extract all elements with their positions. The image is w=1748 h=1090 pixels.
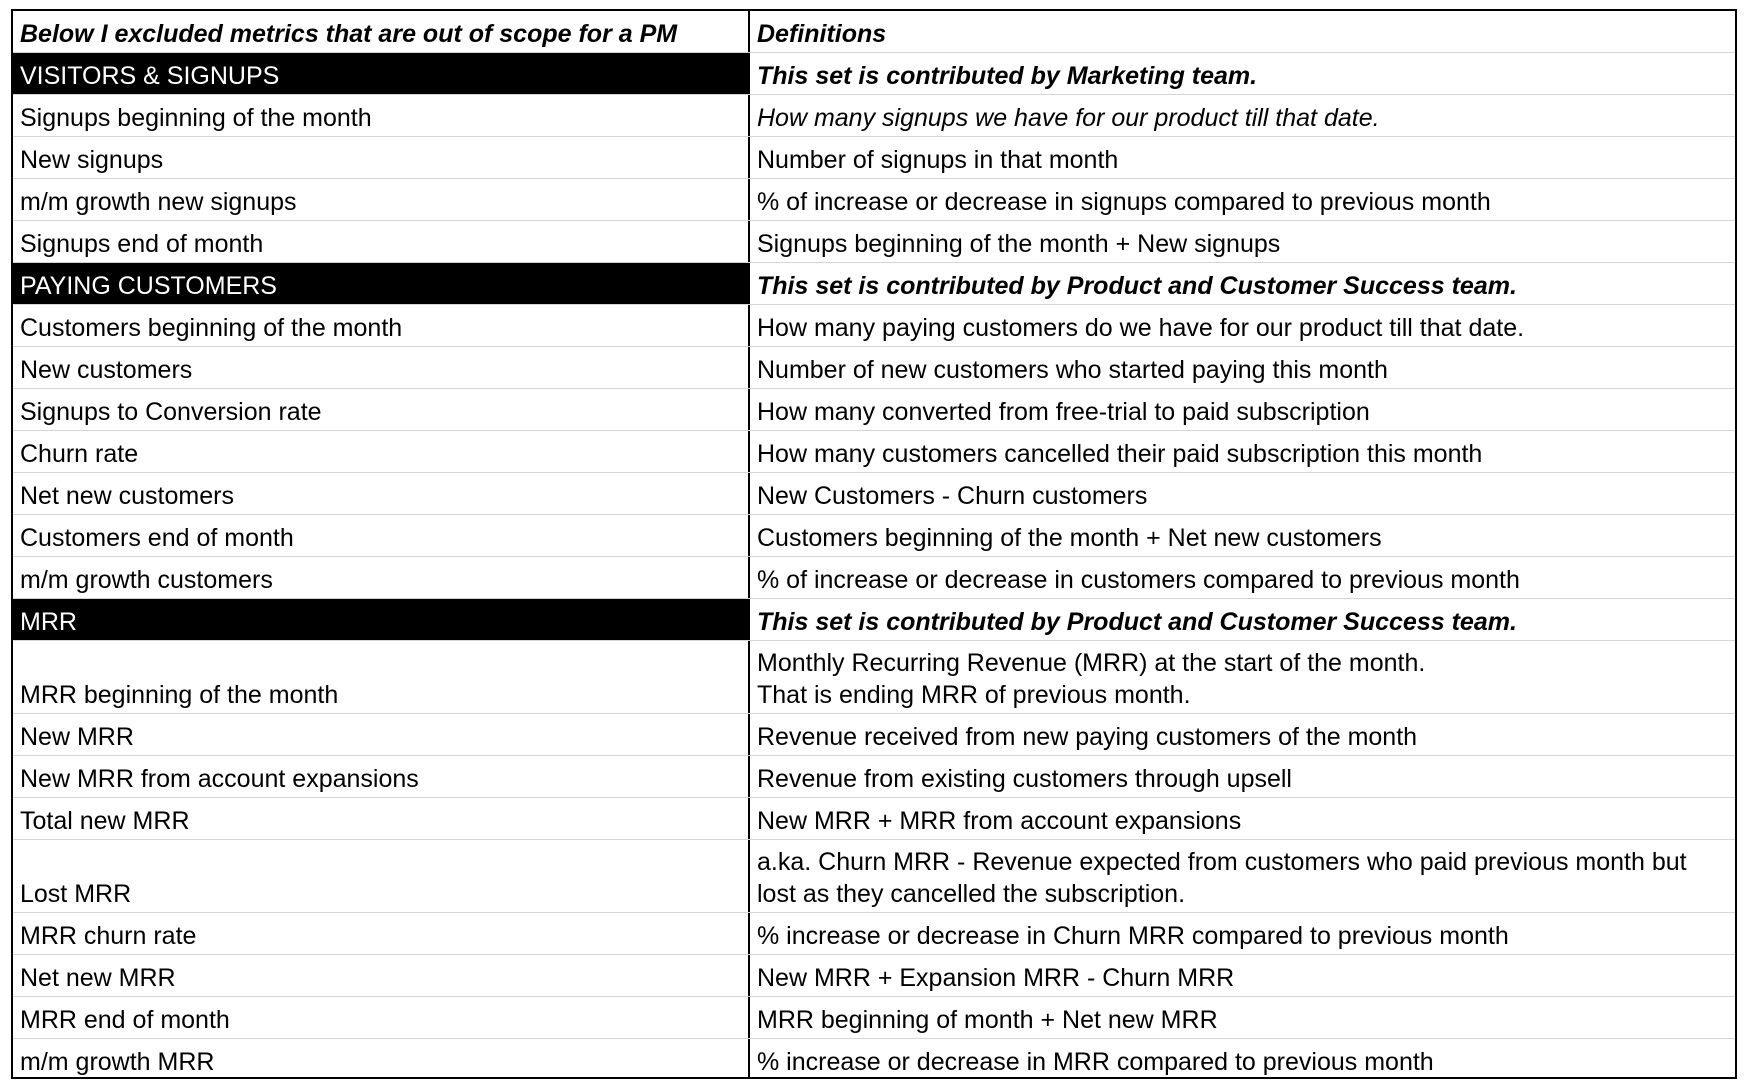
definition-cell[interactable]: How many converted from free-trial to paid subscription (757, 398, 1370, 426)
definition-cell[interactable]: % increase or decrease in Churn MRR compared to previous month (757, 922, 1509, 950)
metric-cell[interactable]: m/m growth customers (13, 557, 750, 598)
definition-cell[interactable]: Number of new customers who started paying this month (757, 356, 1388, 384)
table-row (13, 1039, 1735, 1079)
table-row (13, 221, 1735, 263)
table-row (13, 515, 1735, 557)
table-row (13, 179, 1735, 221)
definition-cell[interactable]: % of increase or decrease in signups compared to previous month (757, 188, 1491, 216)
table-row (13, 756, 1735, 798)
header-metric-cell[interactable]: Below I excluded metrics that are out of scope for a PM (13, 11, 750, 52)
table-row (13, 840, 1735, 913)
definition-cell[interactable] (750, 641, 1735, 713)
definition-line: lost as they cancelled the subscription. (757, 880, 1186, 908)
metric-cell[interactable]: New MRR from account expansions (13, 756, 750, 797)
metric-cell[interactable]: MRR beginning of the month (13, 641, 750, 713)
metric-cell[interactable]: Signups end of month (13, 221, 750, 262)
metric-cell[interactable]: MRR churn rate (13, 913, 750, 954)
table-row (13, 557, 1735, 599)
metric-cell[interactable]: New MRR (13, 714, 750, 755)
definition-cell[interactable]: Revenue from existing customers through upsell (757, 765, 1292, 793)
metric-cell[interactable]: Total new MRR (13, 798, 750, 839)
table-row (13, 389, 1735, 431)
section-header-row (13, 599, 1735, 641)
definition-cell[interactable]: New MRR + Expansion MRR - Churn MRR (757, 964, 1235, 992)
section-header-row (13, 263, 1735, 305)
definition-line: That is ending MRR of previous month. (757, 681, 1191, 709)
section-description-cell[interactable]: This set is contributed by Product and Customer Success team. (757, 608, 1517, 636)
definition-cell[interactable]: % increase or decrease in MRR compared to previous month (757, 1048, 1434, 1076)
metric-cell[interactable]: m/m growth new signups (13, 179, 750, 220)
definition-cell[interactable]: New MRR + MRR from account expansions (757, 807, 1242, 835)
table-row (13, 955, 1735, 997)
definition-cell[interactable]: % of increase or decrease in customers compared to previous month (757, 566, 1520, 594)
table-row (13, 305, 1735, 347)
table-body (13, 53, 1735, 1079)
table-row (13, 641, 1735, 714)
header-definition-cell[interactable]: Definitions (757, 20, 887, 48)
section-title-cell[interactable]: PAYING CUSTOMERS (13, 263, 750, 304)
definition-cell[interactable]: How many signups we have for our product till that date. (757, 104, 1380, 132)
section-header-row (13, 53, 1735, 95)
metric-cell[interactable]: Customers end of month (13, 515, 750, 556)
metric-cell[interactable]: MRR end of month (13, 997, 750, 1038)
metric-cell[interactable]: Customers beginning of the month (13, 305, 750, 346)
definition-line: Monthly Recurring Revenue (MRR) at the start of the month. (757, 649, 1426, 677)
table-row (13, 95, 1735, 137)
metric-cell[interactable]: New customers (13, 347, 750, 388)
definition-cell[interactable]: How many customers cancelled their paid subscription this month (757, 440, 1483, 468)
table-row (13, 913, 1735, 955)
definition-cell[interactable]: How many paying customers do we have for our product till that date. (757, 314, 1525, 342)
table-row (13, 473, 1735, 515)
table-row (13, 798, 1735, 840)
definition-cell[interactable]: Customers beginning of the month + Net new customers (757, 524, 1382, 552)
metric-cell[interactable]: Churn rate (13, 431, 750, 472)
section-title-cell[interactable]: MRR (13, 599, 750, 640)
metric-cell[interactable]: Signups beginning of the month (13, 95, 750, 136)
metric-cell[interactable]: m/m growth MRR (13, 1039, 750, 1079)
table-row (13, 347, 1735, 389)
definition-cell[interactable]: New Customers - Churn customers (757, 482, 1148, 510)
metric-cell[interactable]: Signups to Conversion rate (13, 389, 750, 430)
definition-cell[interactable]: MRR beginning of month + Net new MRR (757, 1006, 1218, 1034)
metrics-table (11, 9, 1737, 1079)
metric-cell[interactable]: Net new MRR (13, 955, 750, 996)
section-description-cell[interactable]: This set is contributed by Product and Customer Success team. (757, 272, 1517, 300)
definition-cell[interactable]: Signups beginning of the month + New signups (757, 230, 1281, 258)
definition-cell[interactable] (750, 840, 1735, 912)
table-row (13, 137, 1735, 179)
section-title-cell[interactable]: VISITORS & SIGNUPS (13, 53, 750, 94)
metric-cell[interactable]: Net new customers (13, 473, 750, 514)
definition-cell[interactable]: Number of signups in that month (757, 146, 1119, 174)
metric-cell[interactable]: New signups (13, 137, 750, 178)
definition-line: a.ka. Churn MRR - Revenue expected from customers who paid previous month but (757, 848, 1687, 876)
table-row (13, 714, 1735, 756)
table-row (13, 997, 1735, 1039)
metric-cell[interactable]: Lost MRR (13, 840, 750, 912)
definition-cell[interactable]: Revenue received from new paying customers of the month (757, 723, 1418, 751)
table-row (13, 431, 1735, 473)
section-description-cell[interactable]: This set is contributed by Marketing team. (757, 62, 1258, 90)
header-row (13, 11, 1735, 53)
